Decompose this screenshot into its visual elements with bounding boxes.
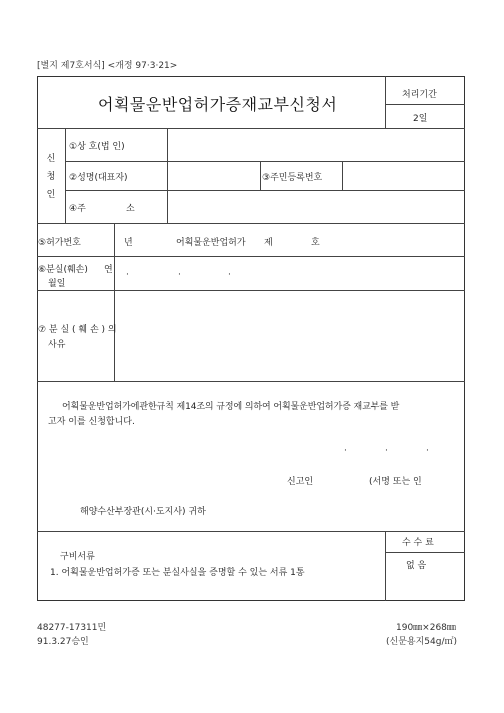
divider — [65, 161, 465, 162]
divider — [37, 128, 465, 129]
divider — [37, 223, 465, 224]
date-dot: · — [426, 446, 429, 456]
divider — [65, 128, 66, 223]
license-number-suffix: 호 — [311, 238, 320, 248]
divider — [37, 290, 465, 291]
date-dot: · — [228, 270, 231, 280]
divider — [342, 161, 343, 190]
date-dot: · — [385, 446, 388, 456]
divider — [65, 190, 465, 191]
paper-size: 190㎜×268㎜ — [396, 623, 456, 633]
divider — [114, 223, 115, 381]
addressee: 해양수산부장관(시·도지사) 귀하 — [80, 507, 206, 517]
approval-date: 91.3.27승인 — [37, 637, 89, 647]
required-document-item: 1. 어획물운반업허가증 또는 분실사실을 증명할 수 있는 서류 1통 — [50, 568, 305, 578]
date-dot: · — [126, 270, 129, 280]
loss-reason-label-line2: 사유 — [48, 340, 66, 350]
applicant-signature-label: 신고인 — [287, 477, 314, 487]
fee-label: 수 수 료 — [402, 538, 434, 548]
divider — [385, 552, 465, 553]
representative-name-label: ②성명(대표자) — [69, 173, 128, 183]
applicant-group-label: 신 청 인 — [46, 154, 56, 200]
signature-or-seal: (서명 또는 인 — [369, 477, 422, 487]
address-label-suffix: 소 — [126, 204, 135, 214]
divider — [37, 381, 465, 382]
required-documents-label: 구비서류 — [60, 552, 95, 562]
fee-value: 없 음 — [406, 561, 427, 571]
date-dot: · — [344, 446, 347, 456]
divider — [385, 76, 386, 128]
address-label: ④주 — [69, 204, 86, 214]
divider — [385, 531, 386, 601]
license-number-label: ⑤허가번호 — [38, 238, 81, 248]
divider — [385, 104, 465, 105]
processing-period-value: 2일 — [413, 114, 428, 124]
divider — [167, 128, 168, 223]
divider — [37, 256, 465, 257]
license-number-prefix: 제 — [264, 238, 273, 248]
form-number: [별지 제7호서식] <개정 97·3·21> — [37, 61, 178, 71]
trade-name-label: ①상 호(법 인) — [69, 142, 125, 152]
form-code: 48277-17311민 — [37, 623, 107, 633]
form-title: 어획물운반업허가증재교부신청서 — [98, 95, 338, 114]
declaration-text-line2: 고자 이를 신청합니다. — [48, 417, 135, 427]
license-type: 어획물운반업허가 — [176, 238, 246, 248]
date-dot: · — [178, 270, 181, 280]
processing-period-label: 처리기간 — [402, 90, 437, 100]
loss-date-label-suffix: 연 — [104, 265, 113, 275]
resident-number-label: ③주민등록번호 — [262, 173, 323, 183]
paper-type: (신문용지54g/㎡) — [386, 637, 457, 647]
license-year: 년 — [124, 238, 133, 248]
divider — [260, 161, 261, 190]
loss-date-label-line2: 월일 — [48, 279, 66, 289]
declaration-text-line1: 어획물운반업허가에관한규칙 제14조의 규정에 의하여 어획물운반업허가증 재교부를 받 — [62, 402, 400, 412]
loss-reason-label: ⑦ 분 실 ( 훼 손 ) 의 — [38, 325, 117, 335]
form-border — [37, 76, 465, 601]
loss-date-label: ⑥분실(훼손) — [38, 265, 88, 275]
divider — [37, 531, 465, 532]
